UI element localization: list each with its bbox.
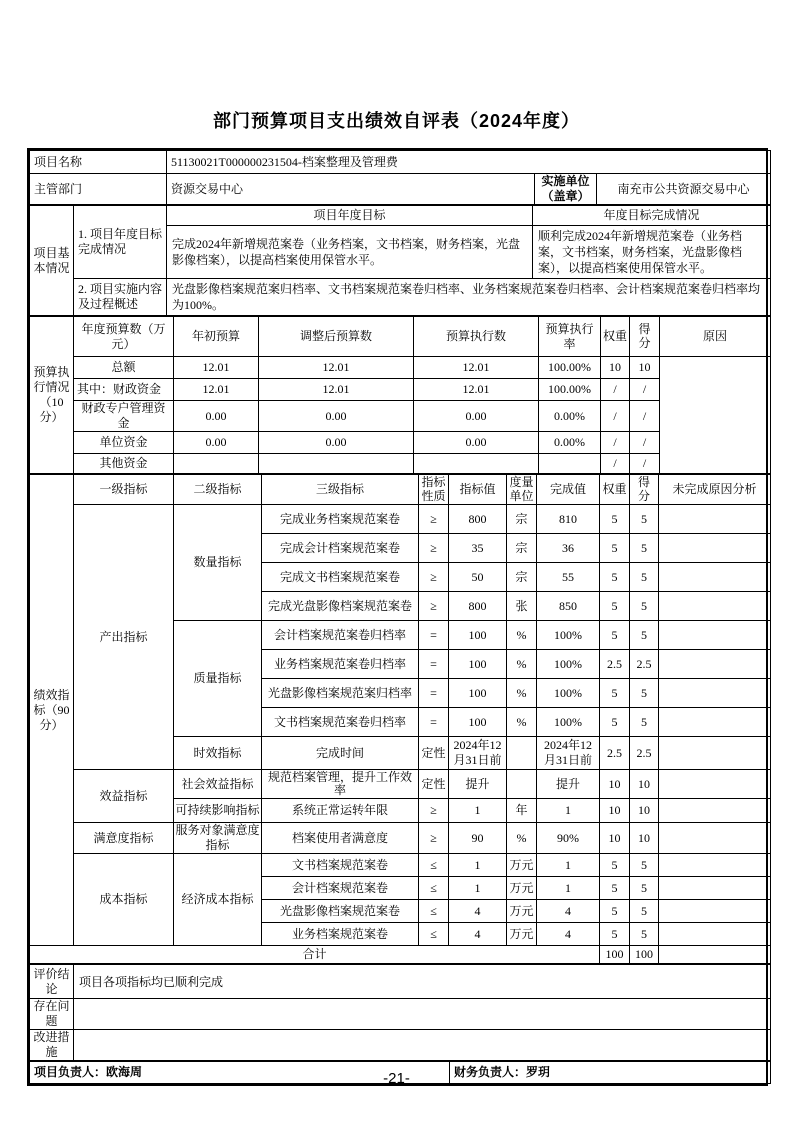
ind-nature: ≤ [419,877,449,900]
budget-row-label: 单位资金 [74,432,174,454]
ind-reason [659,621,771,650]
budget-cell: 0.00% [539,432,601,454]
basic-item1-label: 1. 项目年度目标完成情况 [74,206,167,279]
ind-actual: 提升 [537,770,600,799]
ind-reason [659,900,771,923]
ind-unit: 万元 [507,854,537,877]
ind-name: 档案使用者满意度 [262,823,419,854]
ind-reason [659,877,771,900]
dept-value: 资源交易中心 [167,174,535,205]
ind-nature: 定性 [419,737,449,770]
ind-weight: 10 [600,823,630,854]
ind-name: 业务档案规范案卷归档率 [262,650,419,679]
measures-label: 改进措施 [30,1030,74,1061]
ind-nature: ≤ [419,900,449,923]
ind-nature: = [419,708,449,737]
ind-nature: ≤ [419,854,449,877]
conclusion-table [29,964,771,1061]
dept-label: 主管部门 [30,174,167,205]
ind-unit: 万元 [507,877,537,900]
budget-cell: / [601,454,630,474]
level2-social: 社会效益指标 [174,770,262,799]
ind-score: 5 [630,621,659,650]
ind-name: 完成时间 [262,737,419,770]
problems-text [74,999,771,1030]
budget-cell: / [601,432,630,454]
ind-reason [659,563,771,592]
ind-reason [659,534,771,563]
ind-reason [659,679,771,708]
ind-target: 2024年12月31日前 [449,737,507,770]
basic-item2-text: 光盘影像档案规范案归档率、文书档案规范案卷归档率、业务档案规范案卷归档率、会计档案规范案卷归档率均为100%。 [167,279,771,316]
ind-weight: 5 [600,505,630,534]
budget-header-score-text: 得分 [638,322,651,350]
ind-score: 5 [630,900,659,923]
budget-cell: / [630,454,660,474]
budget-cell: 0.00 [259,432,414,454]
ind-unit: % [507,708,537,737]
ind-name: 系统正常运转年限 [262,799,419,823]
ind-weight: 5 [600,534,630,563]
ind-actual: 100% [537,679,600,708]
budget-row-label: 总额 [74,357,174,379]
ind-actual: 810 [537,505,600,534]
budget-cell: 12.01 [259,379,414,401]
ind-score: 5 [630,877,659,900]
ind-reason [659,505,771,534]
budget-cell: 0.00 [259,401,414,432]
budget-cell: 100.00% [539,357,601,379]
ind-target: 100 [449,679,507,708]
ind-unit: % [507,679,537,708]
ind-header-unit [507,475,537,505]
budget-cell: / [601,401,630,432]
finance-manager: 财务负责人：罗玥 [450,1062,771,1084]
budget-cell: 12.01 [174,379,259,401]
budget-cell: / [630,432,660,454]
budget-header-category: 年度预算数（万元） [74,317,174,357]
page-number: -21- [383,1070,410,1087]
ind-target: 800 [449,505,507,534]
budget-cell [259,454,414,474]
ind-score: 2.5 [630,737,659,770]
budget-cell: 0.00 [174,401,259,432]
ind-reason [659,770,771,799]
ind-score: 5 [630,563,659,592]
budget-cell: 10 [601,357,630,379]
level2-service: 服务对象满意度指标 [175,823,260,852]
budget-header-weight: 权重 [601,317,630,357]
budget-row-label: 财政专户管理资金 [74,401,174,432]
ind-actual: 100% [537,650,600,679]
ind-target: 800 [449,592,507,621]
ind-header-score [630,475,659,505]
budget-cell: 0.00 [414,432,539,454]
budget-header-adjusted: 调整后预算数 [259,317,414,357]
level2-timeliness: 时效指标 [174,737,262,770]
basic-section-label: 项目基本情况 [30,206,74,316]
ind-unit: 万元 [507,900,537,923]
budget-cell [539,454,601,474]
budget-header-initial: 年初预算 [174,317,259,357]
ind-score: 10 [630,770,659,799]
budget-cell: 0.00% [539,401,601,432]
ind-header-actual: 完成值 [537,475,600,505]
ind-header-reason: 未完成原因分析 [659,475,771,505]
ind-target: 提升 [449,770,507,799]
measures-text [74,1030,771,1061]
budget-cell: / [630,401,660,432]
budget-cell: / [630,379,660,401]
level1-output: 产出指标 [74,505,174,770]
ind-target: 100 [449,708,507,737]
ind-name: 业务档案规范案卷 [262,923,419,946]
budget-cell: 100.00% [539,379,601,401]
level2-quality: 质量指标 [174,621,262,737]
ind-weight: 10 [600,770,630,799]
document-title: 部门预算项目支出绩效自评表（2024年度） [212,111,581,131]
ind-target: 100 [449,621,507,650]
ind-target: 1 [449,799,507,823]
budget-cell: / [601,379,630,401]
ind-weight: 2.5 [600,737,630,770]
ind-score: 5 [630,923,659,946]
ind-reason [659,592,771,621]
ind-unit: 宗 [507,563,537,592]
total-label: 合计 [30,946,600,964]
project-name-label: 项目名称 [30,151,167,174]
ind-name: 光盘影像档案规范案卷 [262,900,419,923]
ind-unit: 宗 [507,505,537,534]
ind-unit: 万元 [507,923,537,946]
ind-actual: 1 [537,799,600,823]
ind-nature: ≥ [419,799,449,823]
budget-cell: 0.00 [174,432,259,454]
level1-benefit: 效益指标 [74,770,174,823]
ind-header-level3: 三级指标 [262,475,419,505]
ind-score: 2.5 [630,650,659,679]
ind-nature: = [419,679,449,708]
indicator-table [29,474,771,964]
total-reason [659,946,771,964]
ind-reason [659,854,771,877]
goal-text: 完成2024年新增规范案卷（业务档案，文书档案，财务档案，光盘影像档案），以提高档案使用保管水平。 [167,226,533,279]
ind-header-nature [419,475,449,505]
ind-name: 完成会计档案规范案卷 [262,534,419,563]
ind-score: 5 [630,708,659,737]
ind-weight: 5 [600,563,630,592]
ind-actual: 36 [537,534,600,563]
conclusion-label: 评价结论 [30,965,74,999]
budget-table [29,316,771,474]
ind-target: 1 [449,877,507,900]
ind-header-level2: 二级指标 [174,475,262,505]
ind-weight: 5 [600,923,630,946]
basic-item2-label: 2. 项目实施内容及过程概述 [74,279,167,316]
ind-name: 文书档案规范案卷 [262,854,419,877]
ind-nature: ≥ [419,563,449,592]
project-name-value: 51130021T000000231504-档案整理及管理费 [167,151,771,174]
completion-header: 年度目标完成情况 [533,206,771,226]
budget-section-label: 预算执行情况（10分） [30,317,74,474]
ind-actual: 90% [537,823,600,854]
ind-nature: ≥ [419,505,449,534]
ind-name: 规范档案管理，提升工作效率 [262,770,419,799]
budget-cell [174,454,259,474]
ind-nature: 定性 [419,770,449,799]
ind-nature: = [419,650,449,679]
ind-unit [507,770,537,799]
ind-header-unit-text: 度量单位 [509,475,534,503]
ind-unit: 宗 [507,534,537,563]
ind-weight: 5 [600,592,630,621]
ind-score: 5 [630,854,659,877]
level2-economic: 经济成本指标 [174,854,262,946]
impl-unit-label: 实施单位（盖章） [535,174,597,205]
ind-unit: % [507,621,537,650]
budget-cell: 12.01 [259,357,414,379]
budget-cell [414,454,539,474]
basic-info-table [29,205,771,316]
level2-sustain: 可持续影响指标 [174,799,262,823]
ind-header-target: 指标值 [449,475,507,505]
ind-name: 完成业务档案规范案卷 [262,505,419,534]
ind-weight: 5 [600,854,630,877]
evaluation-table [27,148,768,1086]
ind-actual: 55 [537,563,600,592]
ind-actual: 1 [537,854,600,877]
ind-unit: % [507,650,537,679]
ind-target: 90 [449,823,507,854]
ind-unit: % [507,823,537,854]
problems-label: 存在问题 [30,999,74,1030]
ind-reason [659,708,771,737]
ind-actual: 1 [537,877,600,900]
budget-header-executed: 预算执行数 [414,317,539,357]
budget-cell: 10 [630,357,660,379]
level2-quantity: 数量指标 [174,505,262,621]
ind-target: 100 [449,650,507,679]
ind-name: 文书档案规范案卷归档率 [262,708,419,737]
budget-row-label: 其他资金 [74,454,174,474]
completion-text: 顺利完成2024年新增规范案卷（业务档案，文书档案，财务档案，光盘影像档案），以提高档案使用保管水平。 [533,226,771,279]
ind-name: 会计档案规范案卷 [262,877,419,900]
ind-score: 5 [630,679,659,708]
budget-header-rate: 预算执行率 [539,317,601,357]
level1-cost: 成本指标 [74,854,174,946]
ind-score: 10 [630,799,659,823]
ind-actual: 4 [537,900,600,923]
ind-nature: ≥ [419,592,449,621]
ind-header-score-text: 得分 [637,475,650,503]
ind-reason [659,799,771,823]
budget-cell: 12.01 [414,379,539,401]
ind-reason [659,737,771,770]
budget-cell: 12.01 [174,357,259,379]
ind-reason [659,923,771,946]
budget-cell: 0.00 [414,401,539,432]
budget-header-score [630,317,660,357]
ind-reason [659,823,771,854]
ind-actual: 850 [537,592,600,621]
ind-header-level1: 一级指标 [74,475,174,505]
ind-unit: 年 [507,799,537,823]
ind-actual: 100% [537,621,600,650]
ind-weight: 2.5 [600,650,630,679]
ind-unit: 张 [507,592,537,621]
ind-target: 1 [449,854,507,877]
ind-score: 5 [630,534,659,563]
ind-score: 5 [630,505,659,534]
ind-target: 4 [449,900,507,923]
ind-actual: 2024年12月31日前 [537,737,600,770]
ind-nature: ≤ [419,923,449,946]
level1-satisfaction: 满意度指标 [74,823,174,854]
budget-row-label: 其中：财政资金 [74,379,174,401]
ind-weight: 5 [600,708,630,737]
goal-header: 项目年度目标 [167,206,533,226]
header-info-table [29,150,771,205]
indicator-section-label: 绩效指标（90分） [30,475,74,946]
ind-header-weight: 权重 [600,475,630,505]
ind-weight: 5 [600,679,630,708]
budget-reason-cell [660,357,771,474]
ind-weight: 5 [600,621,630,650]
budget-header-reason: 原因 [660,317,771,357]
ind-header-nature-text: 指标性质 [421,475,446,503]
ind-target: 4 [449,923,507,946]
ind-nature: ≥ [419,823,449,854]
budget-cell: 12.01 [414,357,539,379]
project-manager: 项目负责人：欧海周 [30,1062,450,1084]
ind-score: 10 [630,823,659,854]
ind-unit [507,737,537,770]
ind-nature: ≥ [419,534,449,563]
ind-actual: 4 [537,923,600,946]
ind-name: 光盘影像档案规范案归档率 [262,679,419,708]
total-weight: 100 [600,946,630,964]
impl-unit-value: 南充市公共资源交易中心 [597,174,771,205]
ind-actual: 100% [537,708,600,737]
ind-reason [659,650,771,679]
ind-weight: 10 [600,799,630,823]
ind-weight: 5 [600,877,630,900]
ind-name: 会计档案规范案卷归档率 [262,621,419,650]
ind-score: 5 [630,592,659,621]
ind-nature: = [419,621,449,650]
ind-weight: 5 [600,900,630,923]
ind-name: 完成光盘影像档案规范案卷 [262,592,419,621]
ind-name: 完成文书档案规范案卷 [262,563,419,592]
ind-target: 50 [449,563,507,592]
ind-target: 35 [449,534,507,563]
total-score: 100 [630,946,659,964]
conclusion-text: 项目各项指标均已顺利完成 [74,965,771,999]
